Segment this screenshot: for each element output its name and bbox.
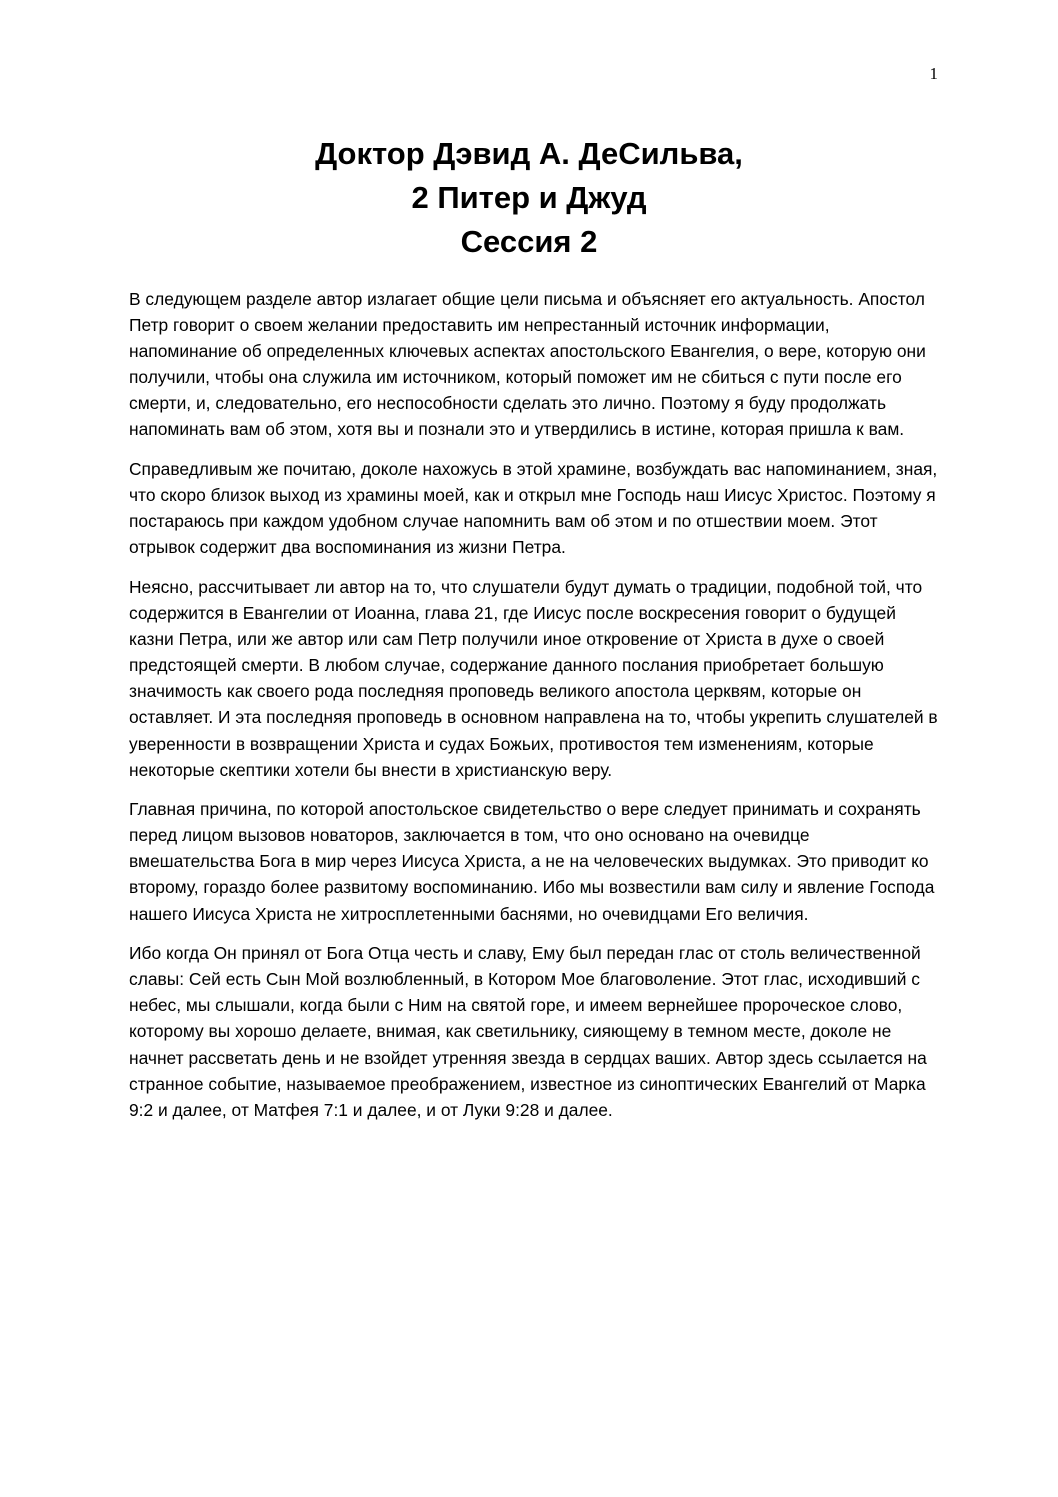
title-author-line: Доктор Дэвид А. ДеСильва, <box>315 136 743 171</box>
paragraph: В следующем разделе автор излагает общие цели письма и объясняет его актуальность. Апостол Петр говорит о своем желании предоставить им непрестанный источник информации, напоминание об определенных ключевых аспектах апостольского Евангелия, о вере, которую они получили, чтобы она служила им источником, который поможет им не сбиться с пути после его смерти, и, следовательно, его неспособности сделать это лично. Поэтому я буду продолжать напоминать вам об этом, хотя вы и познали это и утвердились в истине, которая пришла к вам. <box>129 289 926 440</box>
paragraph: Справедливым же почитаю, доколе нахожусь в этой храмине, возбуждать вас напоминанием, зная, что скоро близок выход из храмины моей, как и открыл мне Господь наш Иисус Христос. Поэтому я постараюсь при каждом удобном случае напомнить вам об этом и по отшествии моем. Этот отрывок содержит два воспоминания из жизни Петра. <box>129 459 938 558</box>
title-session-line: Сессия 2 <box>460 224 598 259</box>
paragraph: Неясно, рассчитывает ли автор на то, что слушатели будут думать о традиции, подобной той, что содержится в Евангелии от Иоанна, глава 21, где Иисус после воскресения говорит о будущей казни Петра, или же автор или сам Петр получили иное откровение от Христа в духе о своей предстоящей смерти. В любом случае, содержание данного послания приобретает большую значимость как своего рода последняя проповедь великого апостола церквям, которые он оставляет. И эта последняя проповедь в основном направлена на то, чтобы укрепить слушателей в уверенности в возвращении Христа и судах Божьих, противостоя тем изменениям, которые некоторые скептики хотели бы внести в христианскую веру. <box>129 576 938 780</box>
paragraph: Главная причина, по которой апостольское свидетельство о вере следует принимать и сохранять перед лицом вызовов новаторов, заключается в том, что оно основано на очевидце вмешательства Бога в мир через Иисуса Христа, а не на человеческих выдумках. Это приводит ко второму, гораздо более развитому воспоминанию. Ибо мы возвестили вам силу и явление Господа нашего Иисуса Христа не хитросплетенными баснями, но очевидцами Его величия. <box>129 799 935 924</box>
document-body <box>129 286 939 1136</box>
page-number: 1 <box>929 64 938 83</box>
paragraph: Ибо когда Он принял от Бога Отца честь и славу, Ему был передан глас от столь величественной славы: Сей есть Сын Мой возлюбленный, в Котором Мое благоволение. Этот глас, исходивший с небес, мы слышали, когда были с Ним на святой горе, и имеем вернейшее пророческое слово, которому вы хорошо делаете, внимая, как светильнику, сияющему в темном месте, доколе не начнет рассветать день и не взойдет утренняя звезда в сердцах ваших. Автор здесь ссылается на странное событие, называемое преображением, известное из синоптических Евангелий от Марка 9:2 и далее, от Матфея 7:1 и далее, и от Луки 9:28 и далее. <box>129 943 927 1120</box>
document-title <box>0 132 1058 264</box>
title-subject-line: 2 Питер и Джуд <box>411 180 647 215</box>
